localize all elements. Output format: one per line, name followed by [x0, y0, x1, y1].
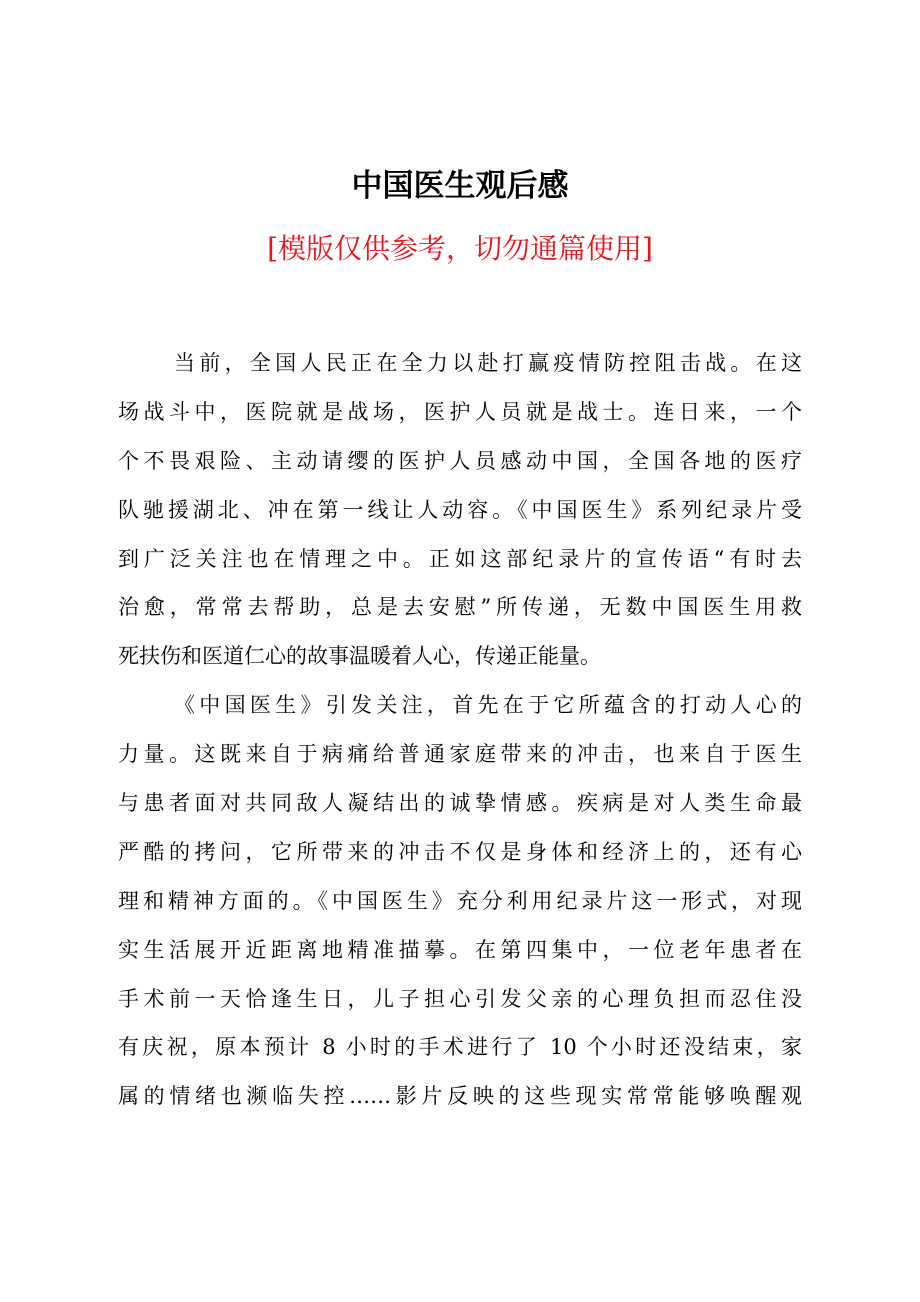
text-line: 与患者面对共同敌人凝结出的诚挚情感。疾病是对人类生命最	[118, 791, 802, 816]
paragraph	[118, 343, 802, 685]
template-notice: [模版仅供参考，切勿通篇使用]	[267, 232, 653, 265]
text-line: 理和精神方面的。《中国医生》充分利用纪录片这一形式，对现	[118, 888, 802, 913]
text-line: 严酷的拷问，它所带来的冲击不仅是身体和经济上的，还有心	[118, 839, 802, 864]
text-line: 力量。这既来自于病痛给普通家庭带来的冲击，也来自于医生	[118, 742, 802, 767]
paragraph	[118, 685, 802, 1125]
document-body	[118, 343, 802, 1125]
text-line: 队驰援湖北、冲在第一线让人动容。《中国医生》系列纪录片受	[118, 497, 802, 522]
text-line: 有庆祝，原本预计 8 小时的手术进行了 10 个小时还没结束，家	[118, 1035, 802, 1060]
text-line: 治愈，常常去帮助，总是去安慰”所传递，无数中国医生用救	[118, 595, 802, 620]
text-line: 个不畏艰险、主动请缨的医护人员感动中国，全国各地的医疗	[118, 448, 802, 473]
text-line: 手术前一天恰逢生日，儿子担心引发父亲的心理负担而忍住没	[118, 986, 802, 1011]
text-line: 当前，全国人民正在全力以赴打赢疫情防控阻击战。在这	[174, 351, 802, 375]
text-line: 属的情绪也濒临失控……影片反映的这些现实常常能够唤醒观	[118, 1084, 802, 1109]
text-line: 到广泛关注也在情理之中。正如这部纪录片的宣传语“有时去	[118, 546, 802, 571]
document-title: 中国医生观后感	[351, 168, 569, 204]
text-line: 《中国医生》引发关注，首先在于它所蕴含的打动人心的	[174, 693, 802, 718]
text-line: 场战斗中，医院就是战场，医护人员就是战士。连日来，一个	[118, 399, 802, 424]
text-line: 实生活展开近距离地精准描摹。在第四集中，一位老年患者在	[118, 937, 802, 962]
text-line: 死扶伤和医道仁心的故事温暖着人心，传递正能量。	[118, 644, 601, 669]
